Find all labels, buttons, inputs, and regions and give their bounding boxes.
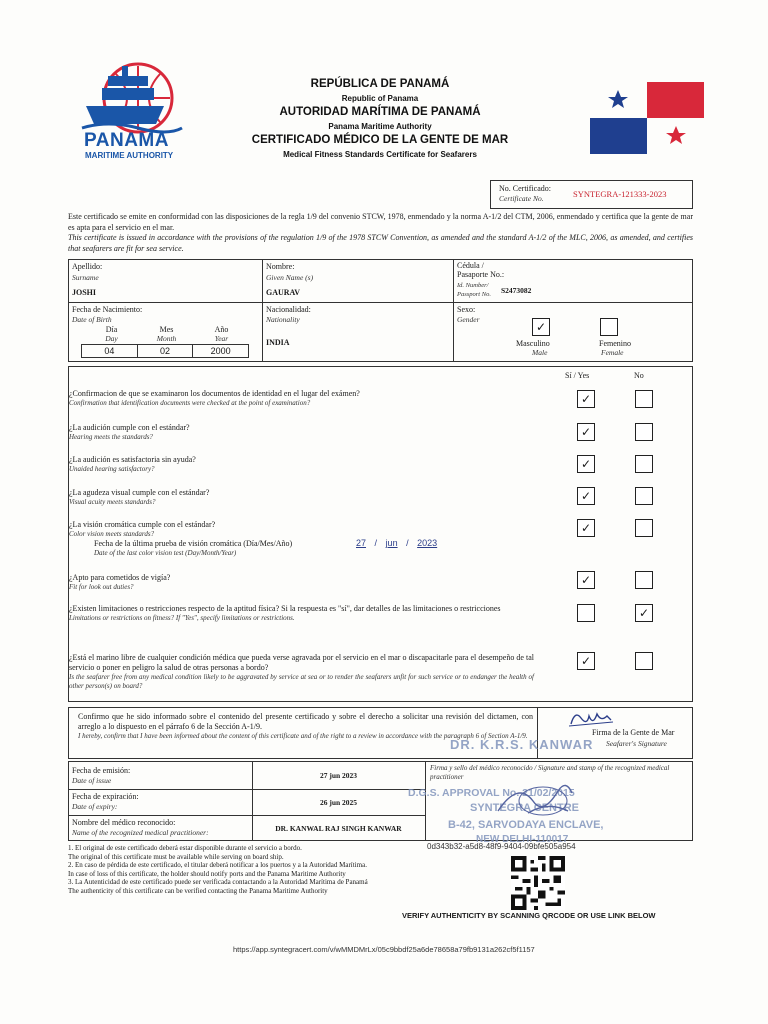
certificate-title: CERTIFICADO MÉDICO DE LA GENTE DE MAR bbox=[251, 134, 509, 146]
color-test-year: 2023 bbox=[417, 538, 438, 548]
q6-no-checkbox[interactable] bbox=[635, 571, 653, 589]
q1-no-checkbox[interactable] bbox=[635, 390, 653, 408]
expiry-date-label: Fecha de expiración: bbox=[72, 792, 139, 801]
q3-yes-checkbox[interactable]: ✓ bbox=[577, 455, 595, 473]
nationality-value: INDIA bbox=[266, 338, 290, 347]
question-text: ¿Está el marino libre de cualquier condición médica que pueda verse agravada por el servicio en el mar o discapacitarle para el desempeño de tal servicio o poner en peligro la salud de otras personas a bordo? bbox=[69, 653, 534, 672]
q4-yes-checkbox[interactable]: ✓ bbox=[577, 487, 595, 505]
question-text: ¿La audición es satisfactoria sin ayuda? bbox=[69, 455, 196, 464]
certificate-hash: 0d343b32-a5d8-48f9-9404-09bfe505a954 bbox=[427, 842, 576, 851]
passport-label: Pasaporte No.: bbox=[457, 270, 505, 279]
intro-es: Este certificado se emite en conformidad con las disposiciones de la regla 1/9 del convenio STCW, 1978, enmendado y la norma A-1/2 del CTM, 2006, enmendado y certifica que la gente de mar es apta para el servicio en el mar. bbox=[68, 212, 693, 232]
certificate-number-box bbox=[490, 180, 693, 209]
question-text: ¿La audición cumple con el estándar? bbox=[69, 423, 190, 432]
passport-label-en: Passport No. bbox=[457, 291, 491, 298]
female-label: Femenino bbox=[599, 339, 631, 348]
issue-date-value: 27 jun 2023 bbox=[319, 771, 358, 780]
month-label-en: Month bbox=[156, 334, 177, 343]
question-text-en: Visual acuity meets standards? bbox=[69, 498, 156, 506]
header-block bbox=[200, 78, 560, 159]
personal-data-table bbox=[68, 259, 693, 362]
certificate-subtitle: Medical Fitness Standards Certificate for Seafarers bbox=[283, 150, 477, 159]
confirmation-es: Confirmo que he sido informado sobre el contenido del presente certificado y sobre el derecho a solicitar una revisión del dictamen, con arreglo a lo dispuesto en el párrafo 6 de la Sección A-1/9. bbox=[78, 712, 533, 731]
pma-logo bbox=[78, 58, 188, 163]
year-label: Año bbox=[214, 325, 229, 334]
male-checkbox[interactable]: ✓ bbox=[532, 318, 550, 336]
seafarer-signature bbox=[567, 708, 617, 730]
q5-yes-checkbox[interactable]: ✓ bbox=[577, 519, 595, 537]
nationality-label-en: Nationality bbox=[266, 315, 300, 324]
doctor-signature bbox=[488, 771, 578, 821]
id-label: Cédula / bbox=[457, 261, 484, 270]
question-unaided-hearing bbox=[69, 455, 539, 474]
color-test-month: jun bbox=[385, 538, 398, 548]
q6-yes-checkbox[interactable]: ✓ bbox=[577, 571, 595, 589]
day-label: Día bbox=[105, 325, 118, 334]
issue-date-label-en: Date of issue bbox=[72, 776, 112, 785]
day-label-en: Day bbox=[105, 334, 118, 343]
female-checkbox[interactable] bbox=[600, 318, 618, 336]
passport-value: S2473082 bbox=[501, 286, 532, 295]
question-lookout bbox=[69, 573, 539, 592]
dob-month: 02 bbox=[138, 345, 194, 357]
authority-subtitle: Panama Maritime Authority bbox=[328, 122, 432, 131]
dob-label-en: Date of Birth bbox=[72, 315, 112, 324]
intro-text bbox=[68, 212, 693, 254]
question-text: ¿Confirmacion de que se examinaron los documentos de identidad en el lugar del exámen? bbox=[69, 389, 360, 398]
question-hearing bbox=[69, 423, 539, 442]
question-text-en: Color vision meets standards? bbox=[69, 530, 155, 538]
dob-label: Fecha de Nacimiento: bbox=[72, 305, 143, 314]
q8-yes-checkbox[interactable]: ✓ bbox=[577, 652, 595, 670]
q2-yes-checkbox[interactable]: ✓ bbox=[577, 423, 595, 441]
dob-year: 2000 bbox=[210, 346, 231, 356]
color-test-date-label-en: Date of the last color vision test (Day/Month/Year) bbox=[94, 549, 237, 557]
question-text-en: Fit for look out duties? bbox=[69, 583, 134, 591]
month-label: Mes bbox=[159, 325, 174, 334]
question-medical-condition bbox=[69, 653, 534, 691]
stamp-line-2: D.G.S. APPROVAL No. 21/02/2015 bbox=[408, 787, 575, 799]
gender-label: Sexo: bbox=[457, 305, 476, 314]
question-text: ¿La visión cromática cumple con el estándar? bbox=[69, 520, 216, 529]
logo-subtitle: MARITIME AUTHORITY bbox=[85, 151, 174, 160]
question-text-en: Limitations or restrictions on fitness? If "Yes", specify limitations or restrictions. bbox=[69, 614, 295, 622]
surname-label: Apellido: bbox=[72, 262, 103, 271]
footer-notes bbox=[68, 844, 368, 895]
question-text: ¿Existen limitaciones o restricciones respecto de la aptitud física? Si la respuesta es "sí", dar detalles de las limitaciones o restricciones bbox=[69, 604, 501, 613]
q2-no-checkbox[interactable] bbox=[635, 423, 653, 441]
qr-code-icon bbox=[510, 856, 566, 910]
intro-en: This certificate is issued in accordance with the provisions of the regulation 1/9 of the 1978 STCW Convention, as amended and the standard A-1/2 of the MLC, 2006, as amended, and certifies that seafarers are fit for sea service. bbox=[68, 233, 693, 253]
color-test-date: 27 / jun / 2023 bbox=[356, 538, 438, 548]
color-test-date-label: Fecha de la última prueba de visión cromática (Día/Mes/Año) bbox=[94, 539, 293, 548]
year-label-en: Year bbox=[214, 334, 229, 343]
id-label-en: Id. Number/ bbox=[457, 282, 489, 289]
q3-no-checkbox[interactable] bbox=[635, 455, 653, 473]
question-id-check bbox=[69, 389, 539, 408]
issue-date-label: Fecha de emisión: bbox=[72, 766, 131, 775]
gender-label-en: Gender bbox=[457, 315, 480, 324]
note-3-en: The authenticity of this certificate can be verified contacting the Panama Maritime Authority bbox=[68, 886, 328, 895]
stamp-line-1: DR. K.R.S. KANWAR bbox=[450, 737, 594, 752]
question-text-en: Is the seafarer free from any medical condition likely to be aggravated by service at sea or to render the seafarers unfit for such service or to endanger the health of other person(s) on board? bbox=[69, 673, 534, 690]
female-label-en: Female bbox=[601, 348, 624, 357]
expiry-date-label-en: Date of expiry: bbox=[72, 802, 118, 811]
yes-column-header: Sí / Yes bbox=[565, 371, 590, 380]
question-text: ¿La agudeza visual cumple con el estándar? bbox=[69, 488, 210, 497]
cert-no-value: SYNTEGRA-121333-2023 bbox=[573, 189, 667, 199]
q7-no-checkbox[interactable]: ✓ bbox=[635, 604, 653, 622]
cert-no-label-en: Certificate No. bbox=[499, 194, 544, 203]
no-column-header: No bbox=[634, 371, 644, 380]
dob-boxes bbox=[81, 344, 249, 358]
practitioner-signature-label: Firma y sello del médico reconocido / Signature and stamp of the recognized medical practitioner bbox=[430, 764, 670, 781]
seafarer-signature-label-en: Seafarer's Signature bbox=[606, 739, 667, 748]
stamp-line-5: NEW DELHI-110017 bbox=[476, 834, 569, 845]
doctor-stamp bbox=[398, 735, 698, 845]
doctor-name-label-en: Name of the recognized medical practitioner: bbox=[72, 828, 209, 837]
color-test-day: 27 bbox=[356, 538, 367, 548]
question-color-vision bbox=[69, 520, 539, 558]
note-3: 3. La Autenticidad de este certificado puede ser verificada contactando a la Autoridad Marítima de Panamá bbox=[68, 878, 368, 886]
expiry-date-value: 26 jun 2025 bbox=[319, 798, 358, 807]
note-2-en: In case of loss of this certificate, the holder should notify ports and the Panama Maritime Authority bbox=[68, 869, 346, 878]
question-text-en: Confirmation that identification documents were checked at the point of examination? bbox=[69, 399, 311, 407]
note-2: 2. En caso de pérdida de este certificado, el titular deberá notificar a los puertos y a la Autoridad Marítima. bbox=[68, 861, 367, 869]
given-name-label: Nombre: bbox=[266, 262, 295, 271]
medical-questions-table bbox=[68, 366, 693, 702]
country-title: REPÚBLICA DE PANAMÁ bbox=[310, 78, 450, 90]
stamp-line-4: B-42, SARVODAYA ENCLAVE, bbox=[448, 819, 604, 831]
verification-link[interactable]: https://app.syntegracert.com/v/wMMDMrLx/05c9bbdf25a6de78658a79fb9131a262cf5f1157 bbox=[233, 945, 535, 954]
authority-title: AUTORIDAD MARÍTIMA DE PANAMÁ bbox=[279, 106, 481, 118]
q5-no-checkbox[interactable] bbox=[635, 519, 653, 537]
q4-no-checkbox[interactable] bbox=[635, 487, 653, 505]
surname-value: JOSHI bbox=[72, 288, 97, 297]
nationality-label: Nacionalidad: bbox=[266, 305, 311, 314]
ship-globe-icon bbox=[78, 58, 188, 138]
confirmation-en: I hereby, confirm that I have been informed about the content of this certificate and of the right to a review in accordance with the paragraph 6 of Section A-1/9. bbox=[78, 732, 528, 740]
panama-flag bbox=[590, 82, 704, 154]
verification-qr-code[interactable] bbox=[510, 856, 566, 910]
q8-no-checkbox[interactable] bbox=[635, 652, 653, 670]
q1-yes-checkbox[interactable]: ✓ bbox=[577, 390, 595, 408]
seafarer-signature-label: Firma de la Gente de Mar bbox=[592, 728, 675, 737]
question-visual-acuity bbox=[69, 488, 539, 507]
note-1: 1. El original de este certificado deberá estar disponible durante el servicio a bordo. bbox=[68, 844, 302, 852]
stamp-line-3: SYNTEGRA CENTRE bbox=[470, 802, 579, 814]
surname-label-en: Surname bbox=[72, 273, 99, 282]
male-label: Masculino bbox=[516, 339, 550, 348]
doctor-name-label: Nombre del médico reconocido: bbox=[72, 818, 176, 827]
doctor-name-value: DR. KANWAL RAJ SINGH KANWAR bbox=[275, 824, 402, 833]
question-text-en: Unaided hearing satisfactory? bbox=[69, 465, 155, 473]
dob-day: 04 bbox=[82, 345, 138, 357]
note-1-en: The original of this certificate must be available while serving on board ship. bbox=[68, 852, 284, 861]
given-name-value: GAURAV bbox=[266, 288, 301, 297]
question-limitations bbox=[69, 604, 534, 623]
cert-no-label: No. Certificado: bbox=[499, 184, 551, 193]
verify-instruction: VERIFY AUTHENTICITY BY SCANNING QRCODE OR USE LINK BELOW bbox=[402, 911, 656, 920]
logo-word: PANAMA bbox=[84, 130, 169, 151]
question-text-en: Hearing meets the standards? bbox=[69, 433, 153, 441]
given-name-label-en: Given Name (s) bbox=[266, 273, 314, 282]
question-text: ¿Apto para cometidos de vigía? bbox=[69, 573, 171, 582]
male-label-en: Male bbox=[532, 348, 548, 357]
country-subtitle: Republic of Panama bbox=[341, 94, 419, 103]
q7-yes-checkbox[interactable] bbox=[577, 604, 595, 622]
